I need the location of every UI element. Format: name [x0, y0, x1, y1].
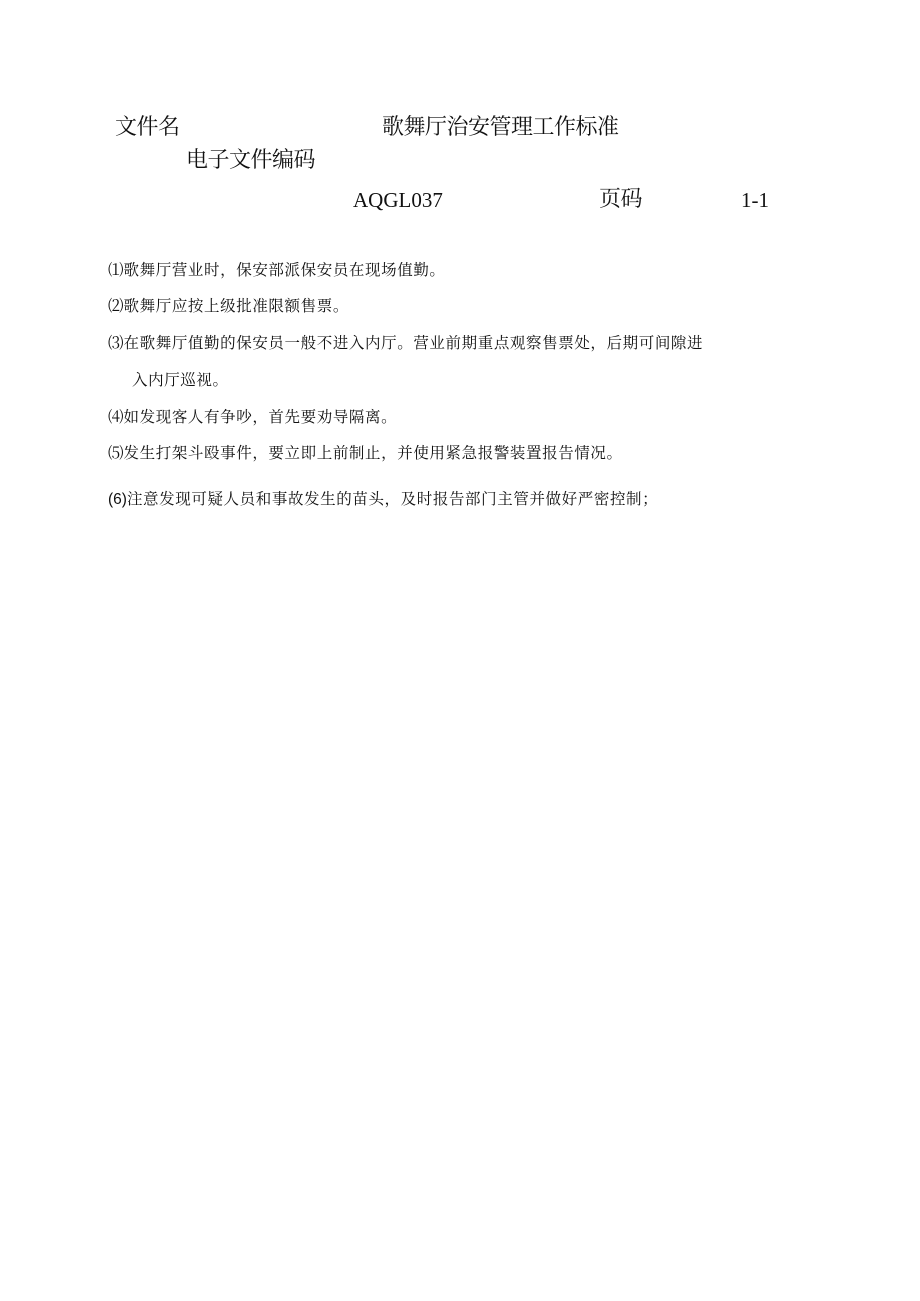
- item-number: ⑶: [108, 335, 124, 352]
- item-text: 注意发现可疑人员和事故发生的苗头，及时报告部门主管并做好严密控制；: [126, 490, 659, 508]
- file-name-label: 文件名: [115, 115, 180, 140]
- item-number: ⑸: [108, 445, 124, 462]
- item-number: ⑵: [108, 298, 124, 315]
- item-text: 歌舞厅应按上级批准限额售票。: [123, 297, 349, 315]
- page-label: 页码: [599, 187, 643, 212]
- list-item: [108, 259, 446, 282]
- item-number: ⑴: [108, 262, 124, 279]
- item-text: 发生打架斗殴事件，要立即上前制止，并使用紧急报警装置报告情况。: [123, 444, 623, 462]
- list-item-continuation: 入内厅巡视。: [132, 371, 229, 389]
- list-item: [108, 406, 397, 429]
- item-text: 歌舞厅营业时，保安部派保安员在现场值勤。: [123, 261, 446, 279]
- list-item: [108, 332, 703, 355]
- list-item: [108, 295, 349, 318]
- electronic-code-label: 电子文件编码: [186, 148, 316, 173]
- item-text: 在歌舞厅值勤的保安员一般不进入内厅。营业前期重点观察售票处，后期可间隙进: [123, 334, 704, 352]
- item-number: ⑷: [108, 409, 124, 426]
- document-title: 歌舞厅治安管理工作标准: [382, 115, 619, 140]
- item-number: (6): [108, 491, 127, 508]
- page-number: 1-1: [741, 188, 769, 212]
- list-item: [108, 442, 623, 465]
- list-item: [108, 488, 658, 511]
- item-text: 如发现客人有争吵，首先要劝导隔离。: [123, 408, 398, 426]
- document-code: AQGL037: [353, 188, 443, 212]
